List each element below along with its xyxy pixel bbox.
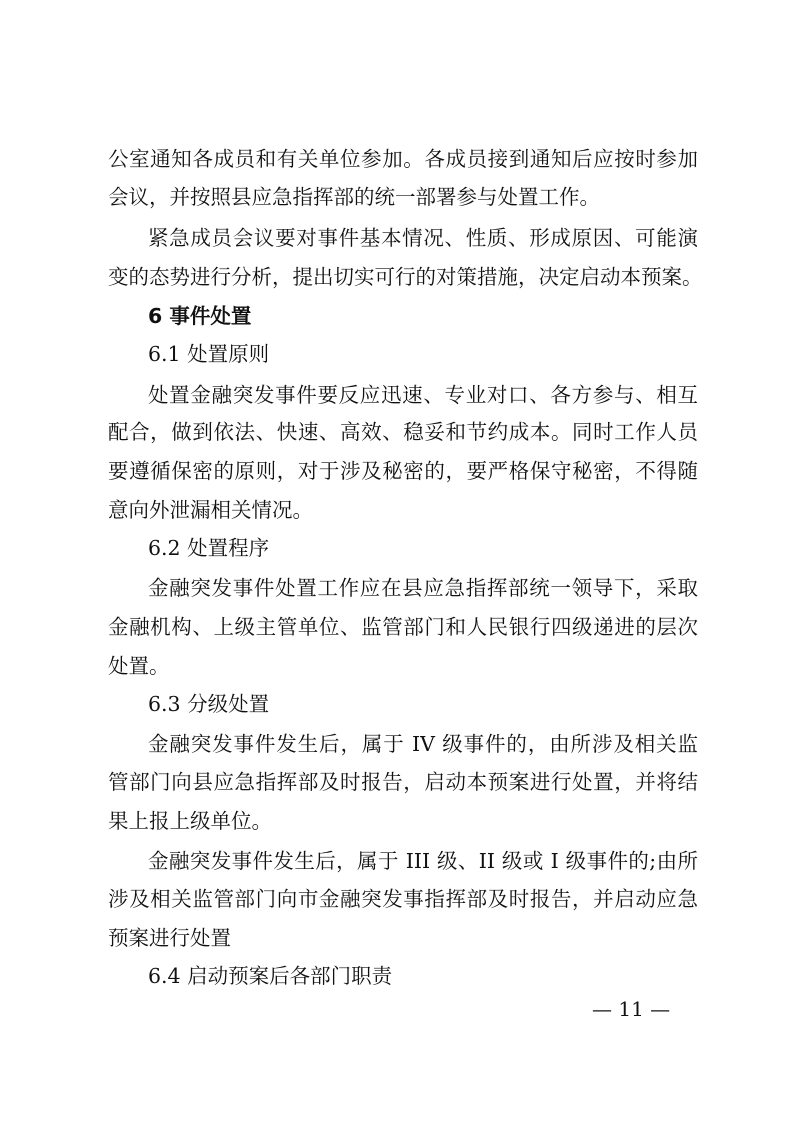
- text-line: 金融突发事件发生后，属于 III 级、II 级或 I 级事件的;由所: [148, 849, 698, 873]
- subsection-heading: 6.4 启动预案后各部门职责: [148, 964, 393, 988]
- text-line: 管部门向县应急指挥部及时报告，启动本预案进行处置，并将结: [108, 770, 698, 794]
- text-line: 紧急成员会议要对事件基本情况、性质、形成原因、可能演: [148, 226, 698, 250]
- text-line: 金融突发事件发生后，属于 IV 级事件的，由所涉及相关监: [148, 732, 698, 756]
- text-line: 配合，做到依法、快速、高效、稳妥和节约成本。同时工作人员: [108, 420, 698, 444]
- subsection-heading: 6.3 分级处置: [148, 692, 270, 716]
- text-line: 果上报上级单位。: [108, 809, 272, 833]
- text-line: 金融突发事件处置工作应在县应急指挥部统一领导下，采取: [148, 576, 698, 600]
- text-line: 公室通知各成员和有关单位参加。各成员接到通知后应按时参加: [108, 147, 698, 171]
- subsection-heading: 6.2 处置程序: [148, 536, 270, 560]
- text-line: 处置。: [108, 654, 170, 678]
- text-line: 处置金融突发事件要反应迅速、专业对口、各方参与、相互: [148, 383, 698, 407]
- page-number: — 11 —: [592, 997, 671, 1021]
- text-line: 要遵循保密的原则，对于涉及秘密的，要严格保守秘密，不得随: [108, 459, 698, 483]
- text-line: 涉及相关监管部门向市金融突发事指挥部及时报告，并启动应急: [108, 887, 698, 911]
- section-heading: 6 事件处置: [148, 304, 252, 328]
- text-line: 金融机构、上级主管单位、监管部门和人民银行四级递进的层次: [108, 615, 698, 639]
- subsection-heading: 6.1 处置原则: [148, 342, 270, 366]
- text-line: 意向外泄漏相关情况。: [108, 498, 313, 522]
- text-line: 预案进行处置: [108, 926, 231, 950]
- text-line: 变的态势进行分析，提出切实可行的对策措施，决定启动本预案。: [108, 265, 703, 289]
- text-line: 会议，并按照县应急指挥部的统一部署参与处置工作。: [108, 185, 600, 209]
